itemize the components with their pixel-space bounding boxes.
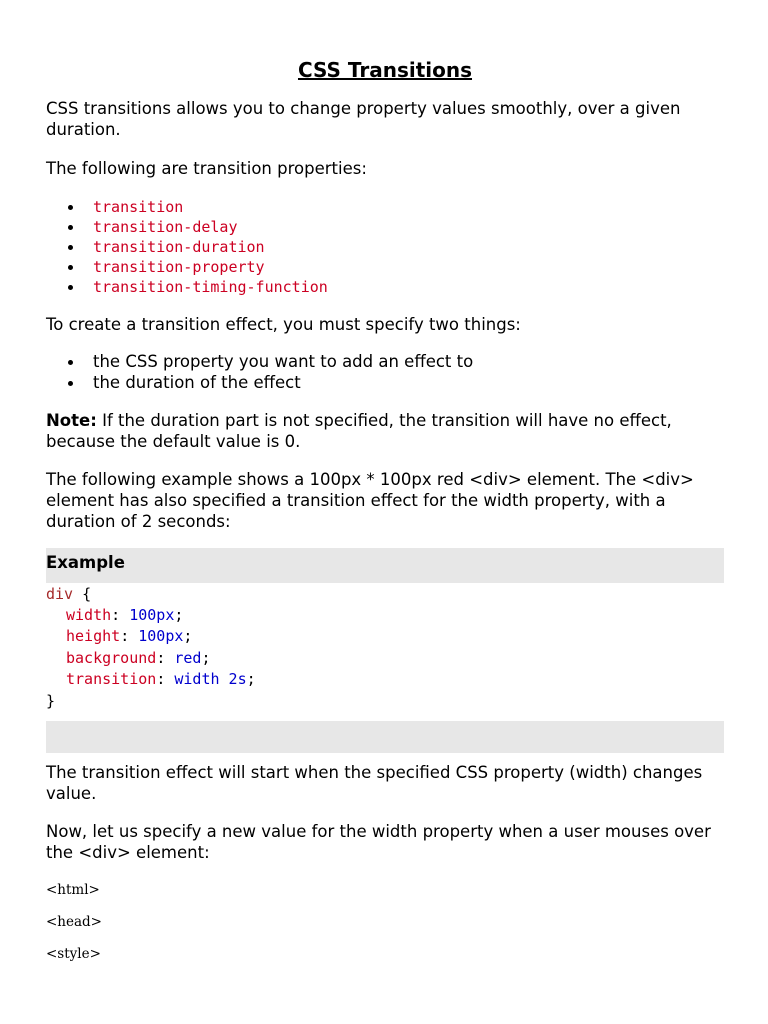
html-tag-text: <html> <box>46 882 100 898</box>
bullet-icon <box>68 225 73 230</box>
example-footer <box>46 721 724 753</box>
list-item: transition-duration <box>46 237 328 257</box>
specify-intro: To create a transition effect, you must specify two things: <box>46 315 521 334</box>
note-paragraph <box>46 410 724 452</box>
page-title: CSS Transitions <box>297 58 473 82</box>
list-item: the CSS property you want to add an effect to <box>46 351 473 372</box>
properties-intro: The following are transition properties: <box>46 159 367 178</box>
code-line: width: 100px; <box>66 606 184 624</box>
bullet-icon <box>68 245 73 250</box>
intro-paragraph: CSS transitions allows you to change property values smoothly, over a given duration. <box>46 99 681 139</box>
list-item: transition-property <box>46 257 328 277</box>
hover-paragraph: Now, let us specify a new value for the width property when a user mouses over the <div> element: <box>46 822 711 862</box>
bullet-icon <box>68 360 73 365</box>
note-text: If the duration part is not specified, the transition will have no effect, because the default value is 0. <box>46 411 672 451</box>
code-line: background: red; <box>66 649 211 667</box>
things-list <box>46 351 473 393</box>
code-line: height: 100px; <box>66 627 193 645</box>
bullet-icon <box>68 265 73 270</box>
list-item: transition-timing-function <box>46 277 328 297</box>
bullet-icon <box>68 205 73 210</box>
bullet-icon <box>68 285 73 290</box>
style-tag-text: <style> <box>46 946 101 962</box>
note-label: Note: <box>46 411 97 430</box>
effect-paragraph: The transition effect will start when the specified CSS property (width) changes value. <box>46 763 703 803</box>
code-line: } <box>46 692 56 710</box>
list-item: transition <box>46 197 328 217</box>
code-line: div { <box>46 585 92 603</box>
head-tag-text: <head> <box>46 914 102 930</box>
example-header <box>46 548 724 583</box>
code-line: transition: width 2s; <box>66 670 256 688</box>
example-intro: The following example shows a 100px * 100px red <div> element. The <div> element has also specified a transition effect for the width property, with a duration of 2 seconds: <box>46 470 694 531</box>
example-heading: Example <box>46 553 125 572</box>
code-block <box>46 583 724 721</box>
bullet-icon <box>68 381 73 386</box>
properties-list <box>46 197 328 297</box>
list-item: transition-delay <box>46 217 328 237</box>
list-item: the duration of the effect <box>46 372 473 393</box>
